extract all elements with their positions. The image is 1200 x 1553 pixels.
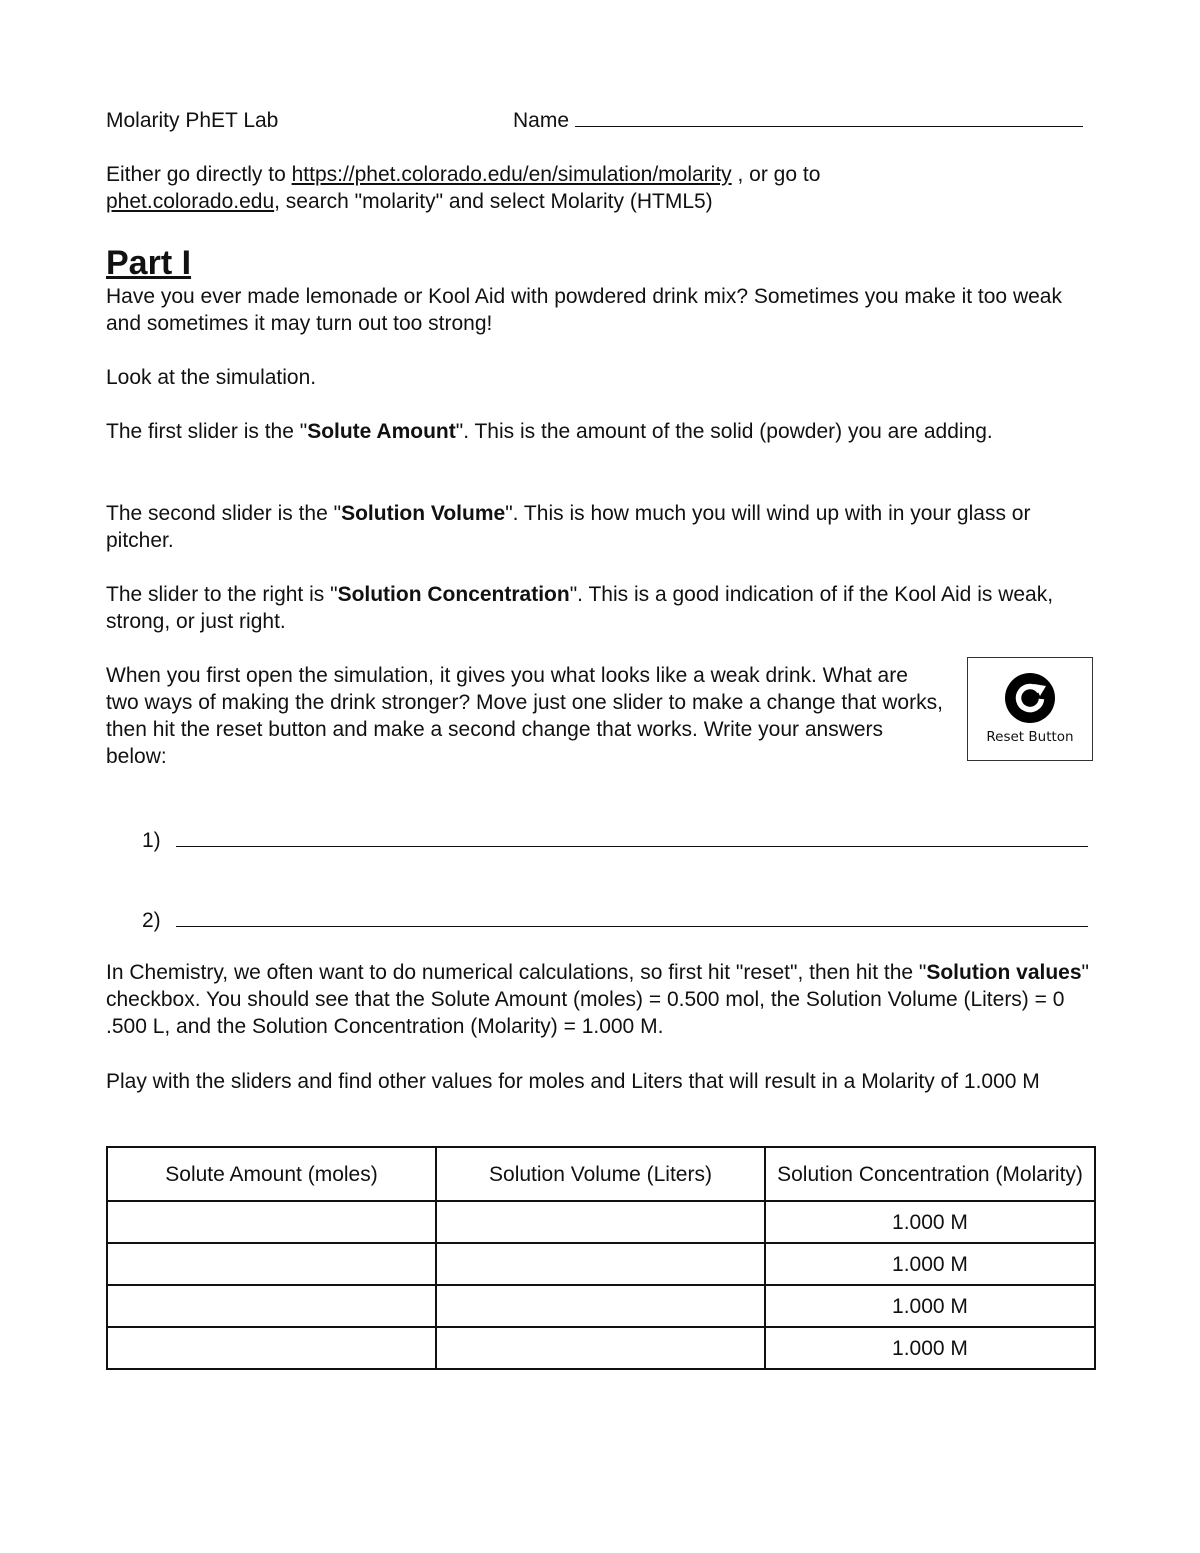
volume-text-pre: The second slider is the " <box>106 502 342 525</box>
column-header-solute-amount: Solute Amount (moles) <box>107 1147 436 1201</box>
table-row <box>107 1243 1095 1285</box>
paragraph-solute-amount <box>106 418 1094 445</box>
intro-text-start: Either go directly to <box>106 163 292 186</box>
solution-values-term: Solution values <box>926 961 1082 984</box>
name-blank-line[interactable] <box>575 108 1083 127</box>
table-row <box>107 1285 1095 1327</box>
concentration-text-pre: The slider to the right is " <box>106 583 338 606</box>
paragraph-look-simulation: Look at the simulation. <box>106 366 317 389</box>
volume-text-post: ". This is how much you will wind up with in your glass or pitcher. <box>106 502 1031 552</box>
paragraph-weak-drink-question: When you first open the simulation, it gives you what looks like a weak drink. What are two ways of making the drink stronger? Move just one slider to make a change that works, then hit the reset button and make a second change that works. Write your answers below: <box>106 664 943 768</box>
table-row <box>107 1327 1095 1369</box>
values-text-pre: In Chemistry, we often want to do numerical calculations, so first hit "reset", then hit the " <box>106 961 927 984</box>
table-row <box>107 1201 1095 1243</box>
answer-number: 2) <box>142 909 161 932</box>
answer-blank-line[interactable] <box>176 906 1088 927</box>
moles-cell[interactable] <box>107 1285 436 1327</box>
intro-text-end: , search "molarity" and select Molarity (HTML5) <box>274 190 713 213</box>
intro-instructions <box>106 161 1094 215</box>
answer-row-1[interactable] <box>142 826 1094 854</box>
reset-button-caption: Reset Button <box>986 729 1074 745</box>
paragraph-drink-intro: Have you ever made lemonade or Kool Aid with powdered drink mix? Sometimes you make it too weak and sometimes it may turn out too strong! <box>106 285 1062 335</box>
phet-site-link[interactable]: phet.colorado.edu <box>106 190 275 213</box>
paragraph-play-sliders: Play with the sliders and find other values for moles and Liters that will result in a Molarity of 1.000 M <box>106 1070 1040 1093</box>
moles-cell[interactable] <box>107 1201 436 1243</box>
answer-row-2[interactable] <box>142 906 1094 934</box>
molarity-cell: 1.000 M <box>765 1327 1095 1369</box>
table-header-row <box>107 1147 1095 1201</box>
intro-text-mid: , or go to <box>731 163 821 186</box>
solute-text-post: ". This is the amount of the solid (powder) you are adding. <box>455 420 993 443</box>
liters-cell[interactable] <box>436 1327 765 1369</box>
values-text-post: " checkbox. You should see that the Solute Amount (moles) = 0.500 mol, the Solution Volume (Liters) = 0 .500 L, and the Solution Concentration (Molarity) = 1.000 M. <box>106 961 1090 1038</box>
answer-blank-line[interactable] <box>176 826 1088 847</box>
solute-amount-term: Solute Amount <box>307 420 456 443</box>
moles-cell[interactable] <box>107 1243 436 1285</box>
name-label: Name <box>513 109 570 132</box>
paragraph-solution-volume <box>106 500 1094 554</box>
column-header-solution-volume: Solution Volume (Liters) <box>436 1147 765 1201</box>
liters-cell[interactable] <box>436 1243 765 1285</box>
molarity-cell: 1.000 M <box>765 1285 1095 1327</box>
moles-cell[interactable] <box>107 1327 436 1369</box>
liters-cell[interactable] <box>436 1201 765 1243</box>
molarity-data-table <box>106 1146 1096 1370</box>
paragraph-solution-values <box>106 959 1094 1040</box>
reset-icon <box>1004 672 1056 724</box>
name-field[interactable] <box>513 107 1083 134</box>
worksheet-title: Molarity PhET Lab <box>106 109 279 132</box>
solution-volume-term: Solution Volume <box>341 502 506 525</box>
solute-text-pre: The first slider is the " <box>106 420 308 443</box>
answer-number: 1) <box>142 829 161 852</box>
reset-button-figure <box>967 657 1093 761</box>
solution-concentration-term: Solution Concentration <box>337 583 570 606</box>
molarity-sim-link[interactable]: https://phet.colorado.edu/en/simulation/molarity <box>291 163 732 186</box>
column-header-solution-concentration: Solution Concentration (Molarity) <box>765 1147 1095 1201</box>
molarity-cell: 1.000 M <box>765 1201 1095 1243</box>
liters-cell[interactable] <box>436 1285 765 1327</box>
part-title: Part I <box>106 244 192 282</box>
paragraph-solution-concentration <box>106 581 1094 635</box>
concentration-text-post: ". This is a good indication of if the Kool Aid is weak, strong, or just right. <box>106 583 1054 633</box>
molarity-cell: 1.000 M <box>765 1243 1095 1285</box>
